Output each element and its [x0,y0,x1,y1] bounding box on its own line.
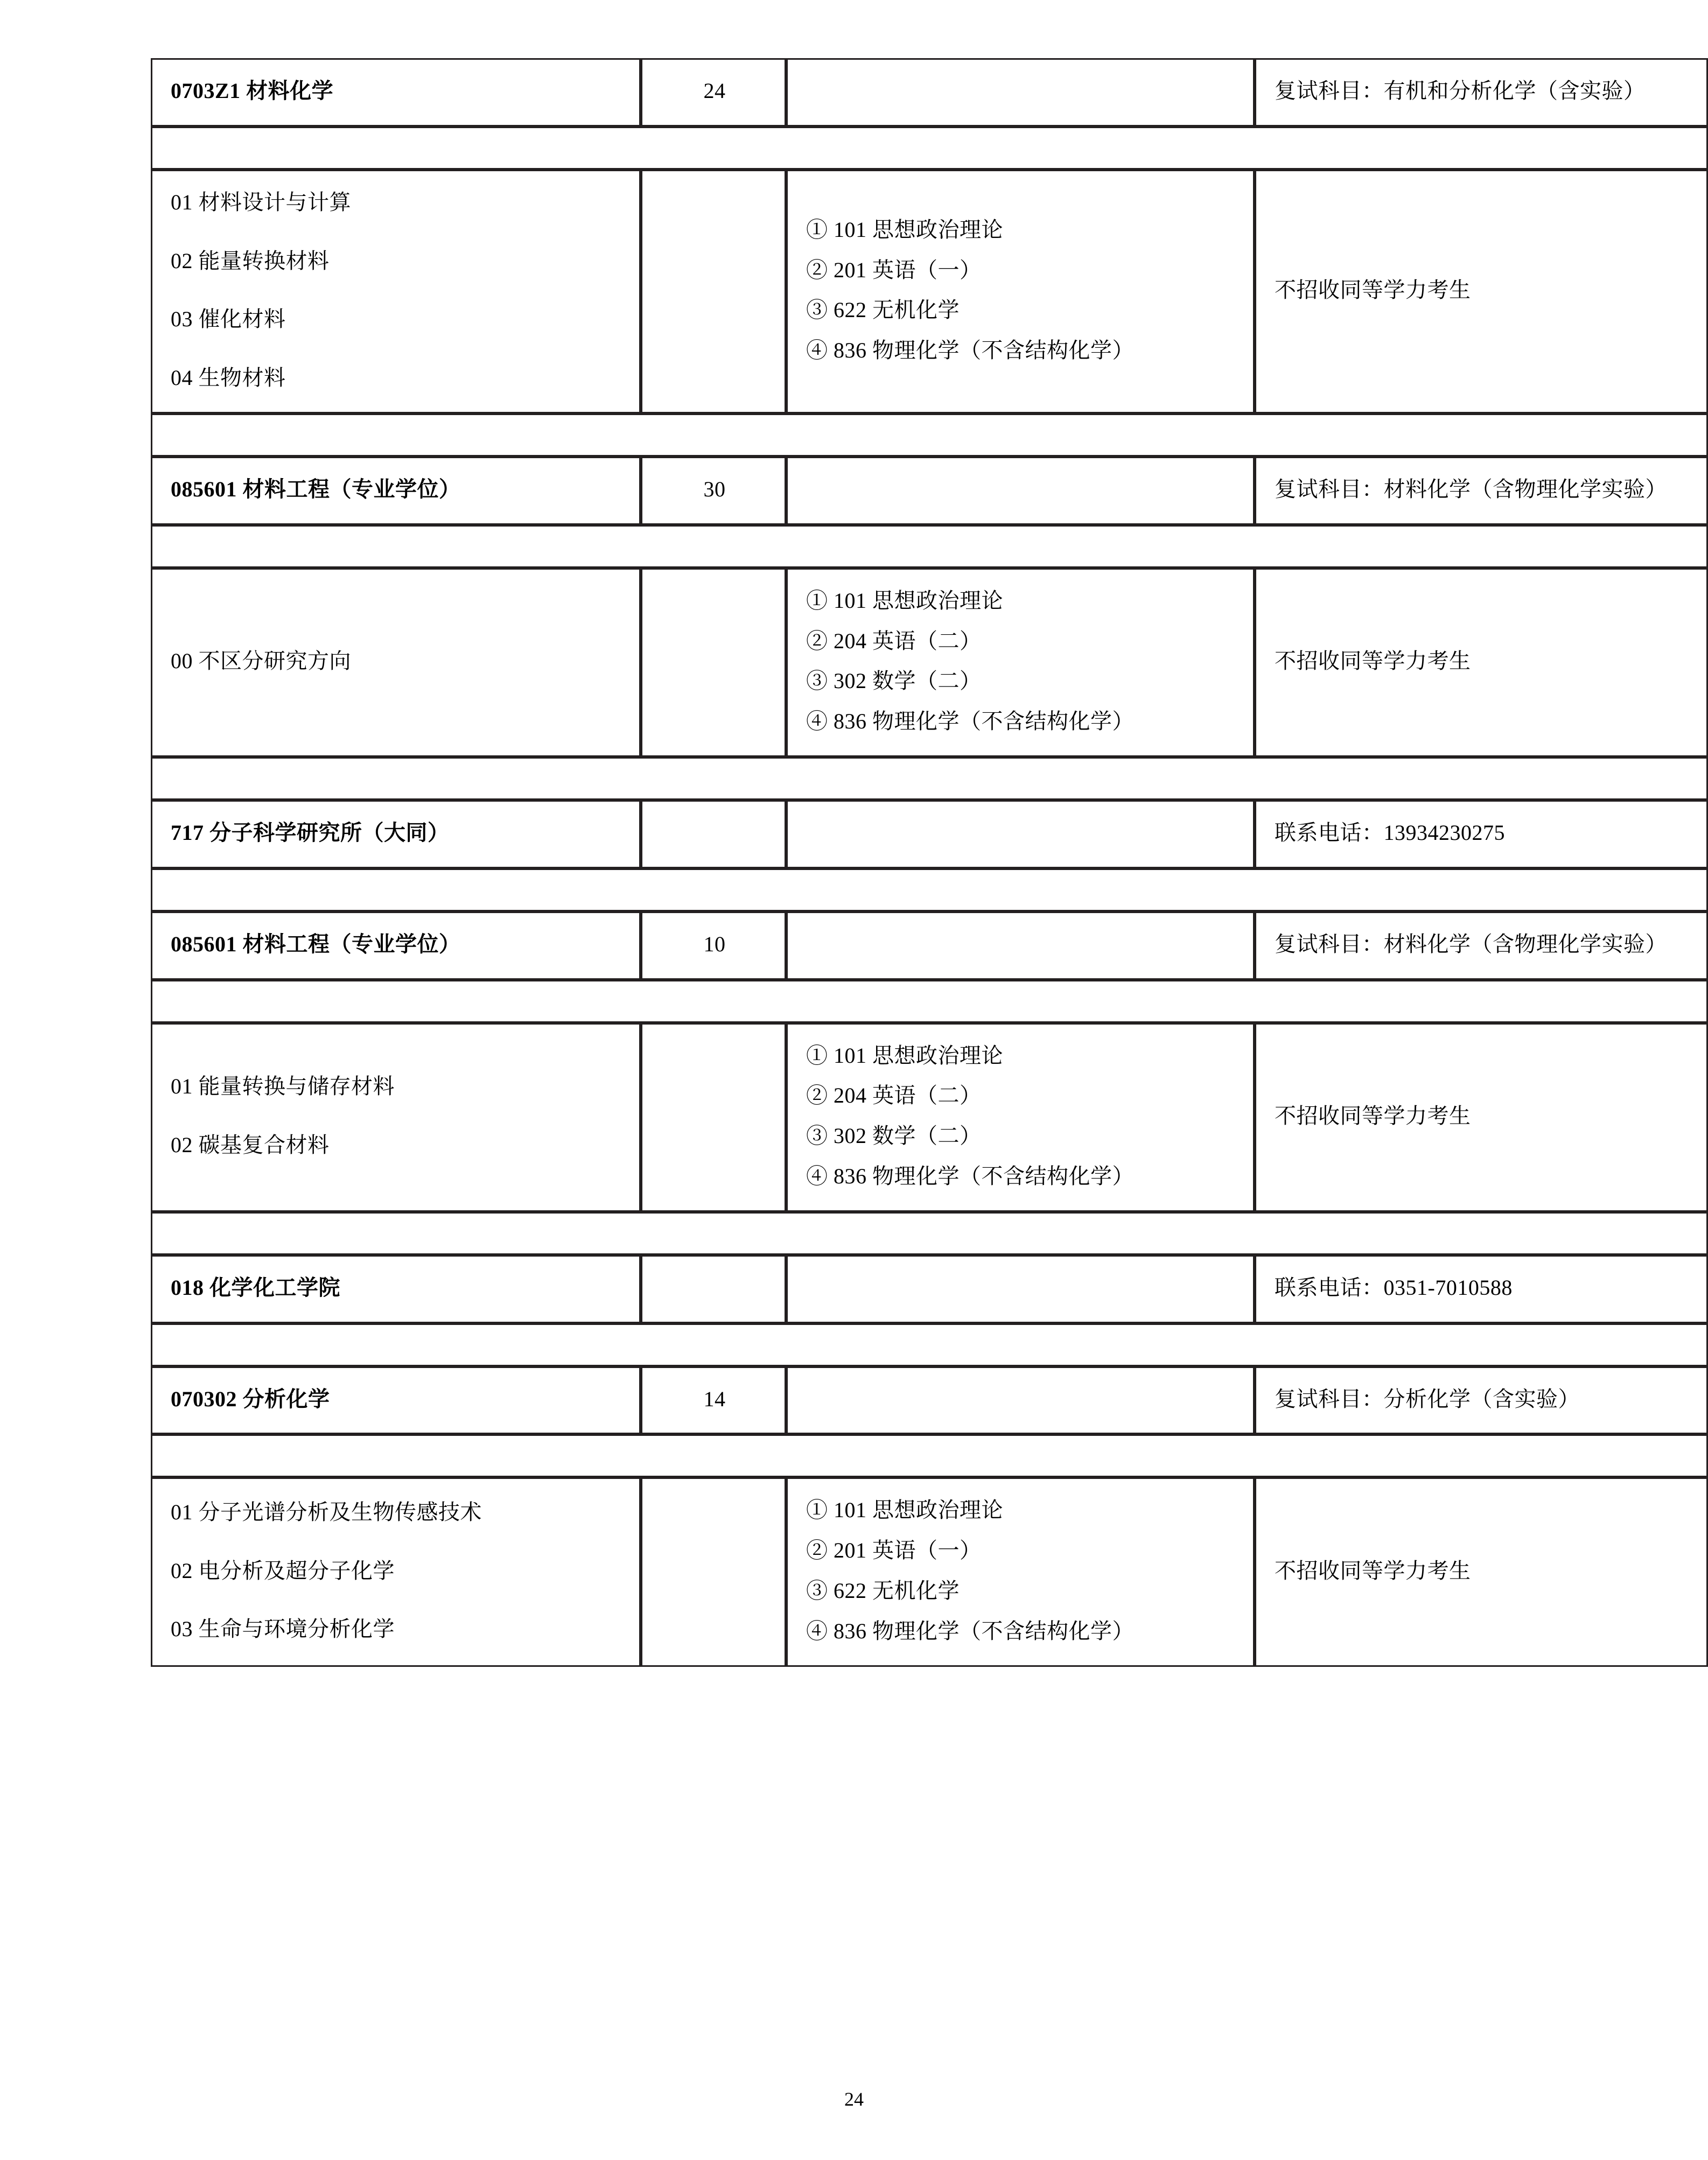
enrollment-count: 24 [703,79,726,103]
remarks-text: 联系电话：0351-7010588 [1275,1275,1513,1300]
row-gap [151,868,1708,911]
institute-name: 018 化学化工学院 [171,1275,340,1300]
remarks-cell [1255,170,1708,413]
row-gap-cell [151,980,1708,1023]
research-direction: 02 碳基复合材料 [171,1133,330,1158]
table-row [151,568,1708,757]
table-row [151,1255,1708,1323]
institute-name: 717 分子科学研究所（大同） [171,820,450,845]
exam-subject: ③ 622 无机化学 [806,1578,960,1603]
exam-subject: ② 204 英语（二） [806,628,982,653]
exam-subjects-cell [786,1477,1255,1666]
exam-subjects-cell [786,800,1255,868]
remarks-cell [1255,1366,1708,1435]
remarks-cell [1255,58,1708,127]
remarks-text: 不招收同等学力考生 [1275,1558,1471,1583]
table-row [151,1477,1708,1666]
row-gap [151,525,1708,568]
exam-subject: ④ 836 物理化学（不含结构化学） [806,709,1134,734]
exam-subject: ④ 836 物理化学（不含结构化学） [806,338,1134,363]
row-gap-cell [151,868,1708,911]
row-gap-cell [151,1434,1708,1477]
exam-subject: ③ 302 数学（二） [806,669,982,693]
table-row [151,1023,1708,1212]
remarks-text: 不招收同等学力考生 [1275,277,1471,302]
enrollment-count-cell [641,457,786,525]
table-row [151,911,1708,980]
exam-subject: ③ 622 无机化学 [806,298,960,322]
exam-subjects-cell [786,58,1255,127]
row-gap [151,127,1708,170]
admissions-catalog-table [151,58,1708,1667]
remarks-text: 不招收同等学力考生 [1275,1103,1471,1128]
enrollment-count-cell [641,1366,786,1435]
row-gap [151,980,1708,1023]
research-direction: 01 材料设计与计算 [171,190,351,214]
research-directions-cell [151,568,641,757]
exam-subject: ④ 836 物理化学（不含结构化学） [806,1163,1134,1188]
exam-subjects-cell [786,1255,1255,1323]
exam-subjects-cell [786,170,1255,413]
institute-name-cell [151,800,641,868]
research-directions-cell [151,170,641,413]
exam-subject: ② 201 英语（一） [806,257,982,282]
table-body [151,58,1708,1667]
row-gap [151,1212,1708,1255]
row-gap [151,1434,1708,1477]
remarks-cell [1255,911,1708,980]
enrollment-count-cell [641,58,786,127]
table-row [151,457,1708,525]
exam-subject: ① 101 思想政治理论 [806,588,1003,613]
table-row [151,58,1708,127]
row-gap-cell [151,127,1708,170]
remarks-text: 复试科目：有机和分析化学（含实验） [1275,79,1646,103]
remarks-cell [1255,1023,1708,1212]
research-direction: 02 能量转换材料 [171,248,330,273]
exam-subjects-cell [786,911,1255,980]
research-directions-cell [151,1023,641,1212]
row-gap-cell [151,1212,1708,1255]
major-name: 070302 分析化学 [171,1386,330,1411]
row-gap [151,1323,1708,1366]
remarks-cell [1255,800,1708,868]
major-name-cell [151,1366,641,1435]
enrollment-count-cell [641,800,786,868]
research-directions-cell [151,1477,641,1666]
remarks-cell [1255,457,1708,525]
enrollment-count: 14 [703,1386,726,1411]
remarks-text: 复试科目：材料化学（含物理化学实验） [1275,931,1667,956]
row-gap-cell [151,1323,1708,1366]
remarks-cell [1255,568,1708,757]
exam-subjects-cell [786,1023,1255,1212]
enrollment-count: 30 [703,476,726,501]
major-name: 0703Z1 材料化学 [171,79,334,103]
exam-subject: ① 101 思想政治理论 [806,1498,1003,1523]
row-gap-cell [151,757,1708,800]
exam-subject: ③ 302 数学（二） [806,1124,982,1148]
row-gap [151,413,1708,457]
remarks-text: 复试科目：分析化学（含实验） [1275,1386,1580,1411]
exam-subject: ② 204 英语（二） [806,1083,982,1108]
research-direction: 00 不区分研究方向 [171,648,351,673]
enrollment-count-cell [641,1023,786,1212]
exam-subject: ② 201 英语（一） [806,1538,982,1563]
major-name-cell [151,911,641,980]
research-direction: 01 能量转换与储存材料 [171,1074,395,1099]
major-name-cell [151,457,641,525]
major-name: 085601 材料工程（专业学位） [171,931,461,956]
table-row [151,1366,1708,1435]
research-direction: 03 催化材料 [171,307,286,332]
exam-subjects-cell [786,457,1255,525]
research-direction: 01 分子光谱分析及生物传感技术 [171,1499,482,1524]
remarks-text: 不招收同等学力考生 [1275,648,1471,673]
enrollment-count-cell [641,1255,786,1323]
exam-subject: ④ 836 物理化学（不含结构化学） [806,1618,1134,1643]
enrollment-count-cell [641,568,786,757]
enrollment-count-cell [641,911,786,980]
row-gap [151,757,1708,800]
enrollment-count: 10 [703,931,726,956]
enrollment-count-cell [641,1477,786,1666]
remarks-text: 联系电话：13934230275 [1275,820,1505,845]
remarks-cell [1255,1255,1708,1323]
institute-name-cell [151,1255,641,1323]
page-number: 24 [844,2088,864,2110]
major-name: 085601 材料工程（专业学位） [171,476,461,501]
remarks-cell [1255,1477,1708,1666]
enrollment-count-cell [641,170,786,413]
exam-subject: ① 101 思想政治理论 [806,1043,1003,1068]
table-row [151,170,1708,413]
exam-subjects-cell [786,1366,1255,1435]
remarks-text: 复试科目：材料化学（含物理化学实验） [1275,476,1667,501]
research-direction: 04 生物材料 [171,366,286,390]
exam-subject: ① 101 思想政治理论 [806,217,1003,242]
exam-subjects-cell [786,568,1255,757]
research-direction: 02 电分析及超分子化学 [171,1558,395,1583]
research-direction: 03 生命与环境分析化学 [171,1617,395,1642]
row-gap-cell [151,525,1708,568]
major-name-cell [151,58,641,127]
table-row [151,800,1708,868]
row-gap-cell [151,413,1708,457]
